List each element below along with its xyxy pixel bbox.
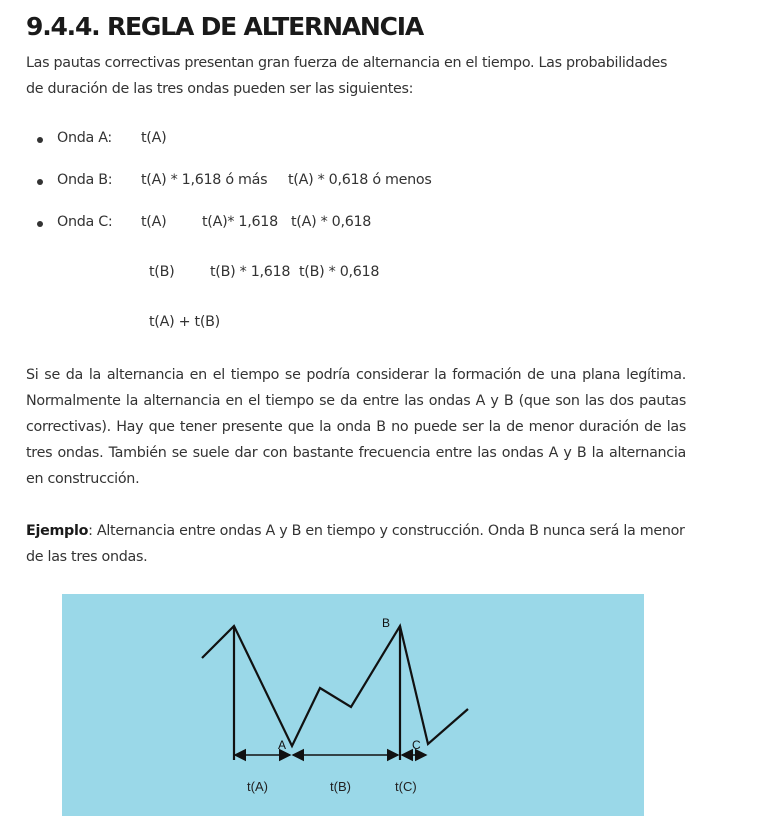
onda-c-extra-3: t(B) * 0,618 bbox=[299, 264, 380, 280]
onda-c-value-3: t(A) * 0,618 bbox=[291, 214, 372, 230]
alternation-diagram bbox=[62, 594, 644, 816]
onda-b-value-2: t(A) * 0,618 ó menos bbox=[288, 172, 432, 188]
label-ta: t(A) bbox=[247, 779, 268, 794]
label-point-c: C bbox=[412, 738, 421, 752]
onda-a-value: t(A) bbox=[141, 130, 167, 146]
bullet-label-onda-a: Onda A: bbox=[57, 130, 112, 146]
label-point-b: B bbox=[382, 616, 391, 630]
intro-paragraph: Las pautas correctivas presentan gran fuerza de alternancia en el tiempo. Las probabilidades de duración de las tres ondas pueden ser las siguientes: bbox=[26, 55, 668, 97]
example-paragraph bbox=[26, 518, 686, 570]
bullet-dot bbox=[37, 179, 43, 185]
label-point-a: A bbox=[278, 738, 287, 752]
onda-c-extra-sum: t(A) + t(B) bbox=[149, 314, 220, 330]
label-tb: t(B) bbox=[330, 779, 351, 794]
example-text: : Alternancia entre ondas A y B en tiempo y construcción. Onda B nunca será la menor de las tres ondas. bbox=[26, 523, 685, 565]
onda-c-extra-2: t(B) * 1,618 bbox=[210, 264, 291, 280]
bullet-label-onda-b: Onda B: bbox=[57, 172, 113, 188]
wave-diagram-svg bbox=[62, 594, 644, 816]
onda-c-extra-1: t(B) bbox=[149, 264, 175, 280]
onda-c-value-1: t(A) bbox=[141, 214, 167, 230]
label-tc: t(C) bbox=[395, 779, 417, 794]
bullet-dot bbox=[37, 221, 43, 227]
example-label: Ejemplo bbox=[26, 523, 89, 539]
onda-b-value-1: t(A) * 1,618 ó más bbox=[141, 172, 268, 188]
bullet-dot bbox=[37, 137, 43, 143]
wave-line bbox=[202, 626, 468, 746]
alternation-paragraph: Si se da la alternancia en el tiempo se podría considerar la formación de una plana legítima. Normalmente la alternancia en el tiempo se da entre las ondas A y B (que son las dos pautas correctivas). Hay que tener presente que la onda B no puede ser la de menor duración de las tres ondas. También se suele dar con bastante frecuencia entre las ondas A y B la alternancia en construcción. bbox=[26, 367, 686, 487]
onda-c-value-2: t(A)* 1,618 bbox=[202, 214, 278, 230]
bullet-label-onda-c: Onda C: bbox=[57, 214, 113, 230]
section-title: 9.4.4. REGLA DE ALTERNANCIA bbox=[26, 12, 424, 41]
